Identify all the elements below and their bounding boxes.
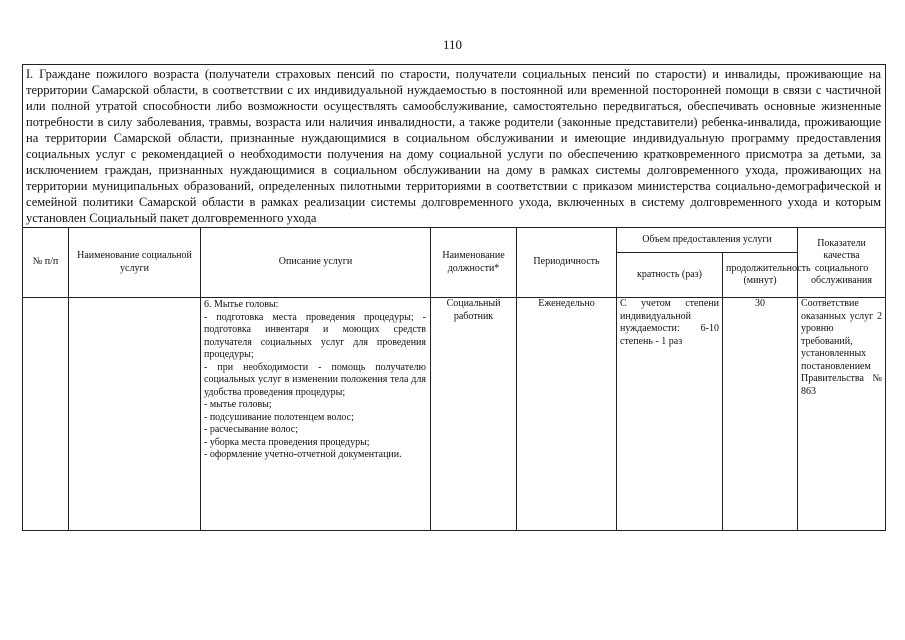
table-row bbox=[23, 298, 886, 531]
category-description: I. Граждане пожилого возраста (получатели страховых пенсий по старости, получатели социальных пенсий по старости) и инвалиды, проживающие на территории Самарской области, в соответствии с их индивидуальной нуждаемостью в постоянной или временной посторонней помощи в связи с частичной или полной утратой способности либо возможности осуществлять самообслуживание, самостоятельно передвигаться, обеспечивать основные жизненные потребности в силу заболевания, травмы, возраста или наличия инвалидности, а также родители (законные представители) ребенка-инвалида, проживающие на территории Самарской области, признанные нуждающимися в социальном обслуживании и имеющие индивидуальную программу предоставления социальных услуг с рекомендацией о необходимости получения на дому социальной услуги по обеспечению кратковременного присмотра за детьми, за исключением граждан, признанных нуждающимися в социальном обслуживании на дому в рамках системы долговременного ухода, проживающих на территории муниципальных образований, определенных пилотными территориями в соответствии с приказом министерства социально-демографической и семейной политики Самарской области в рамках реализации системы долговременного ухода, включенных в систему долговременного ухода и которым установлен Социальный пакет долговременного ухода bbox=[23, 65, 886, 228]
description-line: - подготовка места проведения процедуры; - подготовка инвентаря и моющих средств получателя социальных услуг для проведения процедуры; bbox=[204, 311, 426, 360]
description-line: 6. Мытье головы: bbox=[204, 299, 279, 310]
description-line: - уборка места проведения процедуры; bbox=[204, 436, 370, 448]
description-line: - мытье головы; bbox=[204, 399, 272, 410]
cell-quality: Соответствие оказанных услуг 2 уровню требований, установленных постановлением Правительства № 863 bbox=[798, 298, 886, 531]
cell-multiplicity: С учетом степени индивидуальной нуждаемости: 6-10 степень - 1 раз bbox=[617, 298, 723, 531]
header-volume: Объем предоставления услуги bbox=[617, 228, 798, 253]
cell-number bbox=[23, 298, 69, 531]
page-number: 110 bbox=[442, 37, 463, 52]
description-line: - оформление учетно-отчетной документации. bbox=[204, 449, 402, 460]
header-number: № п/п bbox=[23, 228, 69, 298]
header-quality: Показатели качества социального обслуживания bbox=[798, 228, 886, 298]
header-row-1 bbox=[23, 228, 886, 253]
intro-row bbox=[23, 65, 886, 228]
cell-description bbox=[201, 298, 431, 531]
cell-position: Социальный работник bbox=[431, 298, 517, 531]
header-description: Описание услуги bbox=[201, 228, 431, 298]
cell-service-name bbox=[69, 298, 201, 531]
services-table bbox=[22, 64, 886, 531]
description-line: - при необходимости - помощь получателю социальных услуг в изменении положения тела для удобства проведения процедуры; bbox=[204, 361, 426, 398]
cell-duration: 30 bbox=[723, 298, 798, 531]
description-line: - расчесывание волос; bbox=[204, 424, 299, 435]
description-line: - подсушивание полотенцем волос; bbox=[204, 411, 354, 423]
header-service-name: Наименование социальной услуги bbox=[69, 228, 201, 298]
header-multiplicity: кратность (раз) bbox=[617, 253, 723, 298]
cell-periodicity: Еженедельно bbox=[517, 298, 617, 531]
header-position: Наименование должности* bbox=[431, 228, 517, 298]
header-duration: продолжительность (минут) bbox=[723, 253, 798, 298]
header-periodicity: Периодичность bbox=[517, 228, 617, 298]
